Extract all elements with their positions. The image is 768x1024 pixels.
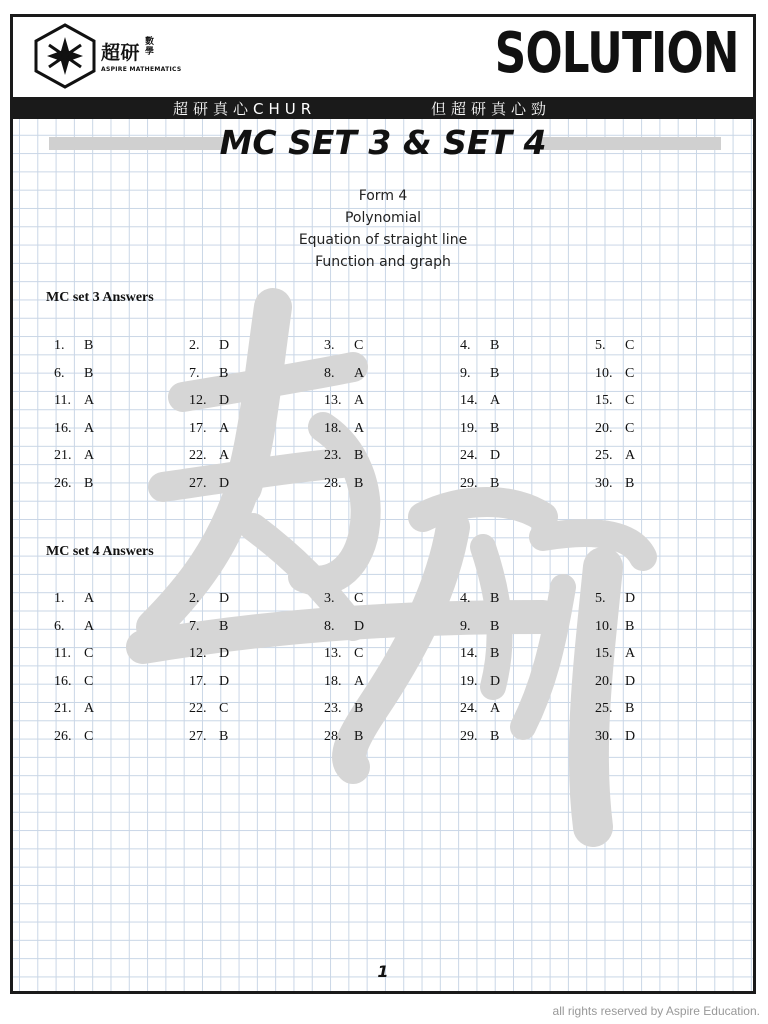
- answer-letter: A: [354, 673, 365, 689]
- answer-row: [46, 724, 686, 752]
- question-number: 14.: [460, 646, 478, 661]
- question-number: 1.: [54, 338, 65, 353]
- answer-item: [46, 416, 166, 444]
- question-number: 16.: [54, 673, 72, 689]
- answer-grid-set3: [46, 333, 686, 498]
- answer-letter: C: [354, 338, 364, 353]
- answer-letter: B: [490, 338, 500, 353]
- question-number: 2.: [189, 591, 200, 606]
- question-number: 28.: [324, 728, 342, 744]
- question-number: 10.: [595, 618, 613, 634]
- answer-letter: C: [625, 420, 635, 436]
- question-number: 19.: [460, 420, 478, 436]
- answer-item: [46, 696, 166, 724]
- answer-item: [181, 361, 301, 389]
- answer-item: [452, 471, 572, 499]
- question-number: 8.: [324, 365, 335, 381]
- answer-letter: A: [625, 448, 636, 463]
- question-number: 6.: [54, 365, 65, 381]
- logo-sub-text: ASPIRE MATHEMATICS: [101, 66, 182, 73]
- answer-item: [587, 724, 707, 752]
- question-number: 22.: [189, 448, 207, 463]
- question-number: 23.: [324, 701, 342, 716]
- answer-letter: B: [219, 728, 229, 744]
- question-number: 26.: [54, 728, 72, 744]
- question-number: 30.: [595, 475, 613, 491]
- answer-letter: D: [219, 475, 230, 491]
- question-number: 18.: [324, 420, 342, 436]
- answer-letter: A: [354, 365, 365, 381]
- answer-letter: A: [219, 448, 230, 463]
- answer-letter: D: [219, 646, 230, 661]
- answer-letter: B: [354, 475, 364, 491]
- answer-letter: B: [625, 618, 635, 634]
- answer-item: [452, 443, 572, 471]
- answer-row: [46, 416, 686, 444]
- answer-row: [46, 333, 686, 361]
- question-number: 20.: [595, 673, 613, 689]
- question-number: 15.: [595, 393, 613, 408]
- answer-item: [452, 586, 572, 614]
- question-number: 25.: [595, 701, 613, 716]
- question-number: 15.: [595, 646, 613, 661]
- answer-item: [181, 641, 301, 669]
- slogan-right: 但超研真心勁: [431, 100, 552, 118]
- answer-letter: B: [84, 338, 94, 353]
- answer-letter: A: [219, 420, 230, 436]
- answer-item: [46, 586, 166, 614]
- answer-item: [452, 696, 572, 724]
- answer-item: [587, 443, 707, 471]
- answer-item: [452, 669, 572, 697]
- answer-letter: A: [490, 701, 501, 716]
- answer-letter: C: [84, 673, 94, 689]
- answer-item: [587, 388, 707, 416]
- question-number: 17.: [189, 420, 207, 436]
- answer-item: [46, 614, 166, 642]
- answer-letter: A: [354, 393, 365, 408]
- answer-item: [316, 471, 436, 499]
- answer-item: [46, 333, 166, 361]
- answer-item: [316, 614, 436, 642]
- footer-copyright: all rights reserved by Aspire Education.: [552, 1004, 760, 1018]
- question-number: 3.: [324, 338, 335, 353]
- solution-title: SOLUTION: [495, 21, 739, 86]
- logo-small-text: 數學: [145, 37, 155, 57]
- question-number: 29.: [460, 475, 478, 491]
- answer-letter: A: [84, 448, 95, 463]
- answer-item: [46, 641, 166, 669]
- answer-item: [452, 388, 572, 416]
- answer-letter: C: [354, 591, 364, 606]
- slogan-left: 超研真心CHUR: [173, 100, 317, 118]
- question-number: 28.: [324, 475, 342, 491]
- answer-letter: D: [490, 448, 501, 463]
- answer-letter: B: [84, 475, 94, 491]
- answer-item: [587, 641, 707, 669]
- answer-item: [587, 416, 707, 444]
- question-number: 22.: [189, 701, 207, 716]
- answer-item: [587, 361, 707, 389]
- answer-item: [316, 416, 436, 444]
- answer-row: [46, 641, 686, 669]
- question-number: 20.: [595, 420, 613, 436]
- answer-letter: B: [490, 728, 500, 744]
- answer-item: [452, 614, 572, 642]
- answer-item: [181, 724, 301, 752]
- answer-letter: C: [625, 338, 635, 353]
- answer-item: [46, 669, 166, 697]
- answer-item: [181, 416, 301, 444]
- question-number: 8.: [324, 618, 335, 634]
- question-number: 19.: [460, 673, 478, 689]
- answer-item: [181, 696, 301, 724]
- answer-item: [46, 443, 166, 471]
- logo-main-text: 超研: [101, 42, 141, 64]
- answer-letter: D: [219, 673, 230, 689]
- question-number: 3.: [324, 591, 335, 606]
- topics-list: [13, 185, 753, 273]
- answer-letter: B: [219, 618, 229, 634]
- answer-row: [46, 669, 686, 697]
- topic-item: Polynomial: [344, 210, 422, 226]
- answer-letter: B: [354, 728, 364, 744]
- answer-item: [181, 388, 301, 416]
- answer-letter: C: [84, 646, 94, 661]
- question-number: 5.: [595, 338, 606, 353]
- answer-item: [181, 471, 301, 499]
- answer-letter: C: [625, 393, 635, 408]
- question-number: 9.: [460, 618, 471, 634]
- answer-letter: D: [219, 393, 230, 408]
- answer-item: [316, 696, 436, 724]
- question-number: 4.: [460, 591, 471, 606]
- answer-letter: B: [490, 420, 500, 436]
- section-heading-set4: MC set 4 Answers: [46, 544, 154, 559]
- answer-letter: D: [625, 673, 636, 689]
- question-number: 17.: [189, 673, 207, 689]
- answer-letter: C: [84, 728, 94, 744]
- question-number: 16.: [54, 420, 72, 436]
- question-number: 13.: [324, 646, 342, 661]
- question-number: 10.: [595, 365, 613, 381]
- header: [13, 17, 753, 97]
- section-heading-set3: MC set 3 Answers: [46, 290, 154, 305]
- answer-letter: A: [490, 393, 501, 408]
- answer-letter: B: [219, 365, 229, 381]
- answer-item: [316, 333, 436, 361]
- answer-letter: C: [354, 646, 364, 661]
- answer-letter: B: [490, 646, 500, 661]
- answer-letter: A: [84, 701, 95, 716]
- answer-item: [181, 333, 301, 361]
- answer-item: [181, 443, 301, 471]
- answer-letter: D: [625, 728, 636, 744]
- answer-letter: B: [354, 701, 364, 716]
- answer-letter: A: [84, 393, 95, 408]
- answer-item: [46, 724, 166, 752]
- answer-letter: D: [219, 338, 230, 353]
- answer-row: [46, 361, 686, 389]
- answer-item: [46, 388, 166, 416]
- question-number: 24.: [460, 448, 478, 463]
- answer-item: [181, 586, 301, 614]
- page-frame: [10, 14, 756, 994]
- answer-item: [452, 641, 572, 669]
- topic-item: Equation of straight line: [298, 232, 468, 248]
- answer-letter: B: [490, 365, 500, 381]
- slogan-bar: [13, 97, 753, 119]
- answer-item: [316, 641, 436, 669]
- answer-letter: D: [490, 673, 501, 689]
- answer-row: [46, 443, 686, 471]
- question-number: 30.: [595, 728, 613, 744]
- question-number: 4.: [460, 338, 471, 353]
- answer-item: [452, 333, 572, 361]
- answer-item: [316, 443, 436, 471]
- answer-item: [587, 586, 707, 614]
- question-number: 1.: [54, 591, 65, 606]
- question-number: 26.: [54, 475, 72, 491]
- question-number: 18.: [324, 673, 342, 689]
- answer-item: [46, 471, 166, 499]
- question-number: 7.: [189, 365, 200, 381]
- question-number: 29.: [460, 728, 478, 744]
- question-number: 6.: [54, 618, 65, 634]
- answer-item: [316, 669, 436, 697]
- answer-letter: B: [625, 475, 635, 491]
- answer-item: [587, 614, 707, 642]
- answer-item: [181, 614, 301, 642]
- question-number: 21.: [54, 701, 72, 716]
- question-number: 24.: [460, 701, 478, 716]
- answer-letter: A: [354, 420, 365, 436]
- answer-letter: D: [625, 591, 636, 606]
- answer-item: [181, 669, 301, 697]
- question-number: 5.: [595, 591, 606, 606]
- answer-letter: B: [84, 365, 94, 381]
- answer-row: [46, 388, 686, 416]
- question-number: 27.: [189, 728, 207, 744]
- question-number: 27.: [189, 475, 207, 491]
- question-number: 12.: [189, 646, 207, 661]
- topic-item: Function and graph: [315, 254, 451, 270]
- answer-row: [46, 471, 686, 499]
- question-number: 13.: [324, 393, 342, 408]
- logo-hex-icon: [33, 23, 97, 89]
- page-number: 1: [377, 962, 389, 981]
- answer-item: [587, 696, 707, 724]
- answer-letter: A: [84, 420, 95, 436]
- question-number: 2.: [189, 338, 200, 353]
- answer-row: [46, 614, 686, 642]
- answer-row: [46, 586, 686, 614]
- question-number: 21.: [54, 448, 72, 463]
- answer-row: [46, 696, 686, 724]
- question-number: 7.: [189, 618, 200, 634]
- answer-letter: A: [84, 618, 95, 634]
- answer-item: [316, 361, 436, 389]
- question-number: 11.: [54, 646, 71, 661]
- logo: [33, 23, 193, 89]
- question-number: 12.: [189, 393, 207, 408]
- question-number: 23.: [324, 448, 342, 463]
- topic-item: Form 4: [358, 188, 408, 204]
- answer-letter: D: [354, 618, 365, 634]
- answer-grid-set4: [46, 586, 686, 751]
- answer-letter: C: [219, 701, 229, 716]
- answer-letter: B: [625, 701, 635, 716]
- question-number: 14.: [460, 393, 478, 408]
- answer-item: [316, 388, 436, 416]
- page-title: MC SET 3 & SET 4: [219, 123, 547, 162]
- question-number: 25.: [595, 448, 613, 463]
- question-number: 11.: [54, 393, 71, 408]
- answer-item: [452, 361, 572, 389]
- answer-letter: B: [490, 591, 500, 606]
- answer-letter: B: [490, 475, 500, 491]
- answer-item: [587, 669, 707, 697]
- answer-item: [452, 416, 572, 444]
- answer-letter: B: [490, 618, 500, 634]
- answer-letter: C: [625, 365, 635, 381]
- answer-letter: A: [84, 591, 95, 606]
- answer-item: [316, 724, 436, 752]
- answer-letter: D: [219, 591, 230, 606]
- answer-item: [46, 361, 166, 389]
- answer-item: [587, 471, 707, 499]
- answer-letter: B: [354, 448, 364, 463]
- question-number: 9.: [460, 365, 471, 381]
- answer-item: [452, 724, 572, 752]
- answer-item: [587, 333, 707, 361]
- answer-letter: A: [625, 646, 636, 661]
- answer-item: [316, 586, 436, 614]
